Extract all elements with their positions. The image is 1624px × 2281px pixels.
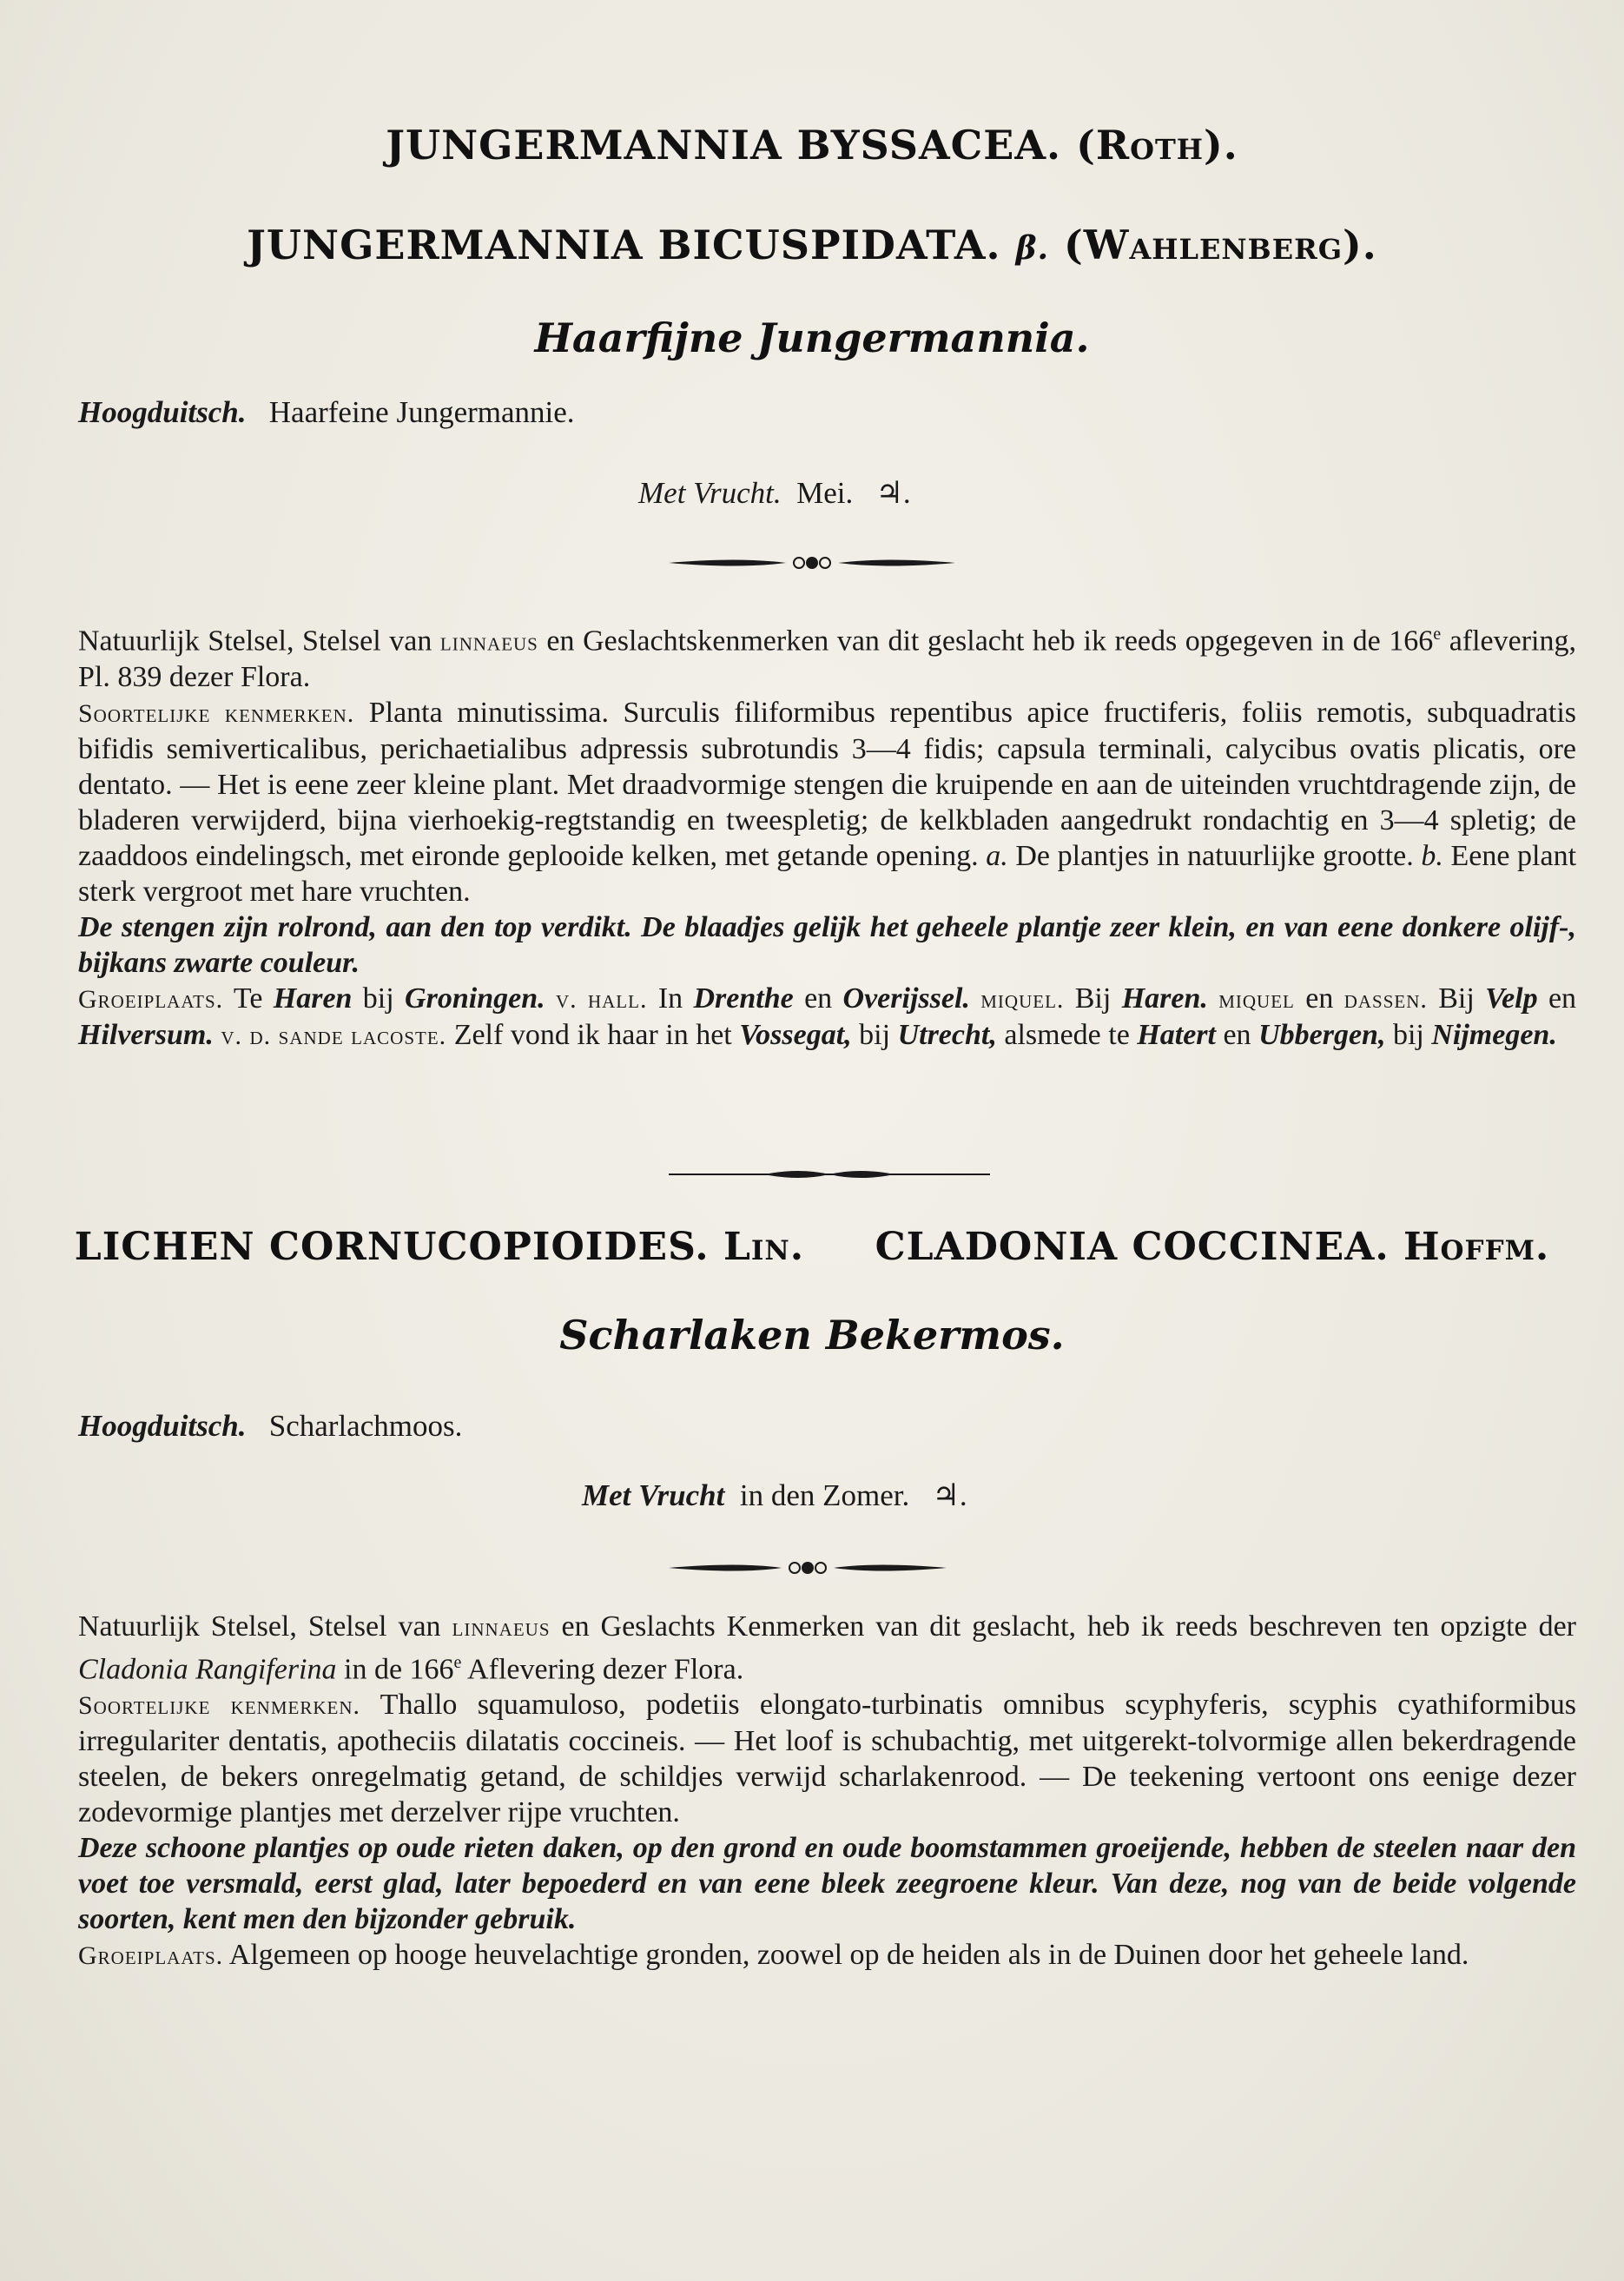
characteristics-label: Soortelijke kenmerken. (78, 699, 355, 729)
ornament-divider-2 (669, 1164, 990, 1185)
characteristics-label: Soortelijke kenmerken. (78, 1691, 361, 1721)
fruit-label: Met Vrucht. (638, 476, 782, 510)
german-label: Hoogduitsch. (78, 1409, 247, 1443)
classification-paragraph: Natuurlijk Stelsel, Stelsel van linnaeus en Geslachts Kenmerken van dit geslacht, heb ik reeds beschreven ten opzigte der Cladonia Rangiferina in de 166e Aflevering dezer Flora. (78, 1610, 1576, 1686)
habitat-paragraph: Groeiplaats. Te Haren bij Groningen. v. hall. In Drenthe en Overijssel. miquel. Bij Haren. miquel en dassen. Bij Velp en Hilversum. v. d. sande lacoste. Zelf vond ik haar in het Vossegat, bij Utrecht, alsmede te Hatert en Ubbergen, bij Nijmegen. (78, 982, 1577, 1052)
observation-paragraph: De stengen zijn rolrond, aan den top verdikt. De blaadjes gelijk het geheele plantje zeer klein, en van eene donkere olijf-, bijkans zwarte couleur. (78, 911, 1576, 980)
ornament-divider-1 (669, 550, 955, 576)
german-name: Haarfeine Jungermannie. (268, 395, 575, 429)
fruit-season-line (638, 476, 911, 511)
german-label: Hoogduitsch. (78, 395, 247, 429)
characteristics-paragraph: Soortelijke kenmerken. Planta minutissima. Surculis filiformibus repentibus apice fructiferis, foliis remotis, subquadratis bifidis semiverticalibus, perichaetialibus adpressis subrotundis 3—4 fidis; capsula terminali, calycibus ovatis plicatis, ore dentato. — Het is eene zeer kleine plant. Met draadvormige stengen die kruipende en aan de uiteinden vruchtdragende zijn, de bladeren verwijderd, bijna vierhoekig-regtstandig en tweespletig; de kelkbladen aangedrukt rondachtig en 3—4 spletig; de zaaddoos eindelingsch, met eironde geplooide kelken, met getande opening. a. De plantjes in natuurlijke grootte. b. Eene plant sterk vergroot met hare vruchten. (78, 697, 1577, 909)
fruit-time: Mei. (796, 476, 854, 510)
german-name: Scharlachmoos. (268, 1409, 463, 1443)
classification-paragraph: Natuurlijk Stelsel, Stelsel van linnaeus en Geslachtskenmerken van dit geslacht heb ik reeds opgegeven in de 166e aflevering, Pl. 839 dezer Flora. (78, 625, 1576, 694)
species-author: Lin. (723, 1225, 805, 1269)
characteristics-paragraph: Soortelijke kenmerken. Thallo squamuloso, podetiis elongato-turbinatis omnibus scyphyferis, scyphis cyathiformibus irregulariter dentatis, apotheciis dilatatis coccineis. — Het loof is schubachtig, met uitgerekt-tolvormige allen bekerdragende steelen, de bekers onregelmatig getand, de schildjes verwijd scharlakenrood. — De teekening vertoont ons eenige dezer zodevormige plantjes met derzelver rijpe vruchten. (78, 1689, 1576, 1829)
fruit-time: in den Zomer. (739, 1478, 910, 1512)
species-title-1 (0, 122, 1624, 169)
perennial-symbol: ♃. (875, 476, 911, 510)
dutch-common-name: Haarfijne Jungermannia. (534, 314, 1090, 361)
species-title-lichen (0, 1225, 1624, 1269)
species-title-2 (0, 221, 1624, 268)
entry2-body (78, 1609, 1576, 1974)
fruit-label: Met Vrucht (582, 1478, 725, 1512)
species-name: CLADONIA COCCINEA. (875, 1225, 1390, 1269)
german-name-line (78, 395, 575, 430)
dutch-common-name: Scharlaken Bekermos. (559, 1312, 1065, 1359)
species-author: (Wahlenberg). (1064, 221, 1377, 268)
ornament-divider-3 (669, 1555, 947, 1581)
entry1-body (78, 617, 1576, 1054)
observation-paragraph: Deze schoone plantjes op oude rieten daken, op den grond en oude boomstammen groeijende, hebben de steelen naar den voet toe versmald, eerst glad, later bepoederd en van eene bleek zeegroene kleur. Van deze, nog van de beide volgende soorten, kent men den bijzonder gebruik. (78, 1832, 1576, 1936)
habitat-label: Groeiplaats. (78, 985, 224, 1015)
perennial-symbol: ♃. (932, 1478, 967, 1512)
fruit-season-line (582, 1478, 967, 1513)
species-name: LICHEN CORNUCOPIOIDES. (74, 1225, 710, 1269)
habitat-label: Groeiplaats. (78, 1941, 224, 1971)
german-name-line (78, 1409, 462, 1444)
species-name: JUNGERMANNIA BYSSACEA. (386, 122, 1062, 169)
variety-marker: β. (1015, 230, 1050, 267)
habitat-paragraph: Groeiplaats. Algemeen op hooge heuvelachtige gronden, zoowel op de heiden als in de Duinen door het geheele land. (78, 1939, 1469, 1972)
species-name: JUNGERMANNIA BICUSPIDATA. (247, 221, 1001, 268)
species-author: Hoffm. (1403, 1225, 1550, 1269)
species-author: (Roth). (1076, 122, 1238, 169)
